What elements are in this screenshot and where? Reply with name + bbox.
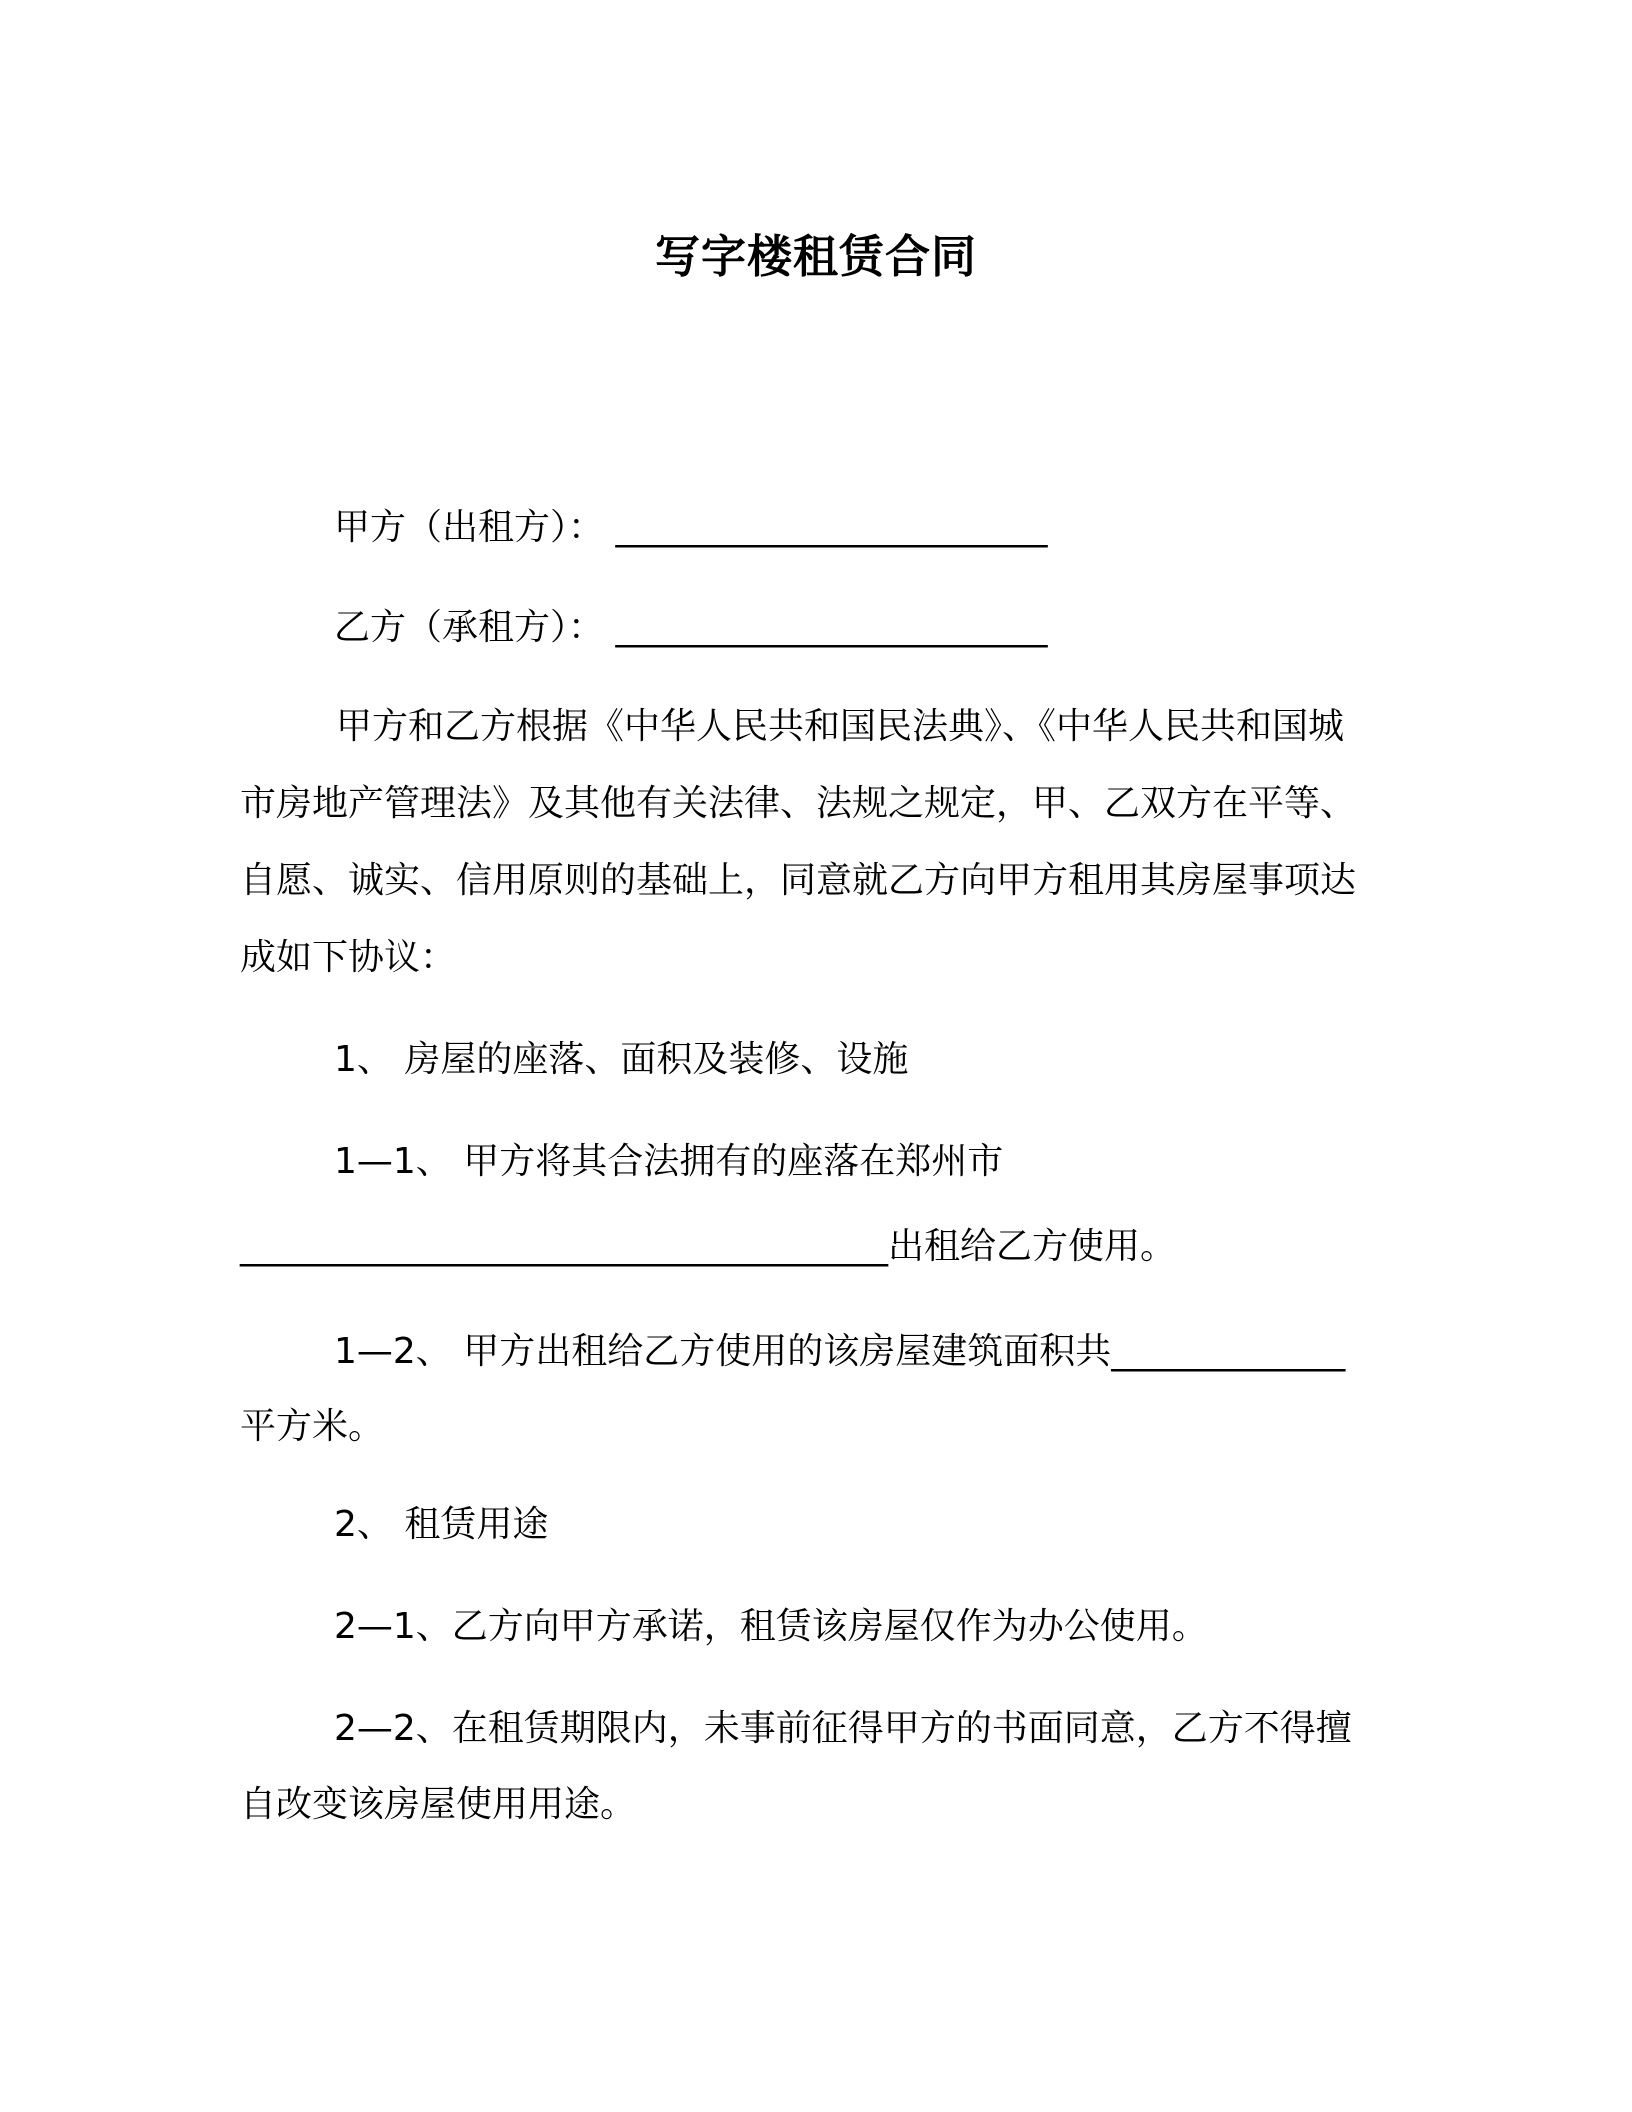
party-a-line: 甲方（出租方）： ________________________ — [334, 507, 1048, 548]
clause-2-2-line-1: 2—2、在租赁期限内，未事前征得甲方的书面同意，乙方不得擅 — [334, 1708, 1352, 1749]
section-1-heading: 1、 房屋的座落、面积及装修、设施 — [334, 1039, 909, 1080]
section-2-heading: 2、 租赁用途 — [334, 1504, 549, 1545]
clause-2-2-line-2: 自改变该房屋使用用途。 — [240, 1784, 637, 1825]
preamble-paragraph: 甲方和乙方根据《中华人民共和国民法典》、《中华人民共和国城市房地产管理法》及其他有关法律、法规之规定，甲、乙双方在平等、自愿、诚实、信用原则的基础上，同意就乙方向甲方租用其房屋事项达成如下协议： — [240, 706, 1357, 978]
document-title: 写字楼租赁合同 — [654, 230, 977, 283]
clause-2-1: 2—1、乙方向甲方承诺，租赁该房屋仅作为办公使用。 — [334, 1606, 1208, 1647]
party-b-line: 乙方（承租方）： ________________________ — [334, 607, 1048, 648]
clause-1-2-line-1: 1—2、 甲方出租给乙方使用的该房屋建筑面积共_____________ — [334, 1331, 1346, 1372]
clause-1-1-line-2: ____________________________________出租给乙方使用。 — [240, 1226, 1177, 1267]
clause-1-1-line-1: 1—1、 甲方将其合法拥有的座落在郑州市 — [334, 1141, 1004, 1182]
clause-1-2-line-2: 平方米。 — [240, 1406, 385, 1447]
